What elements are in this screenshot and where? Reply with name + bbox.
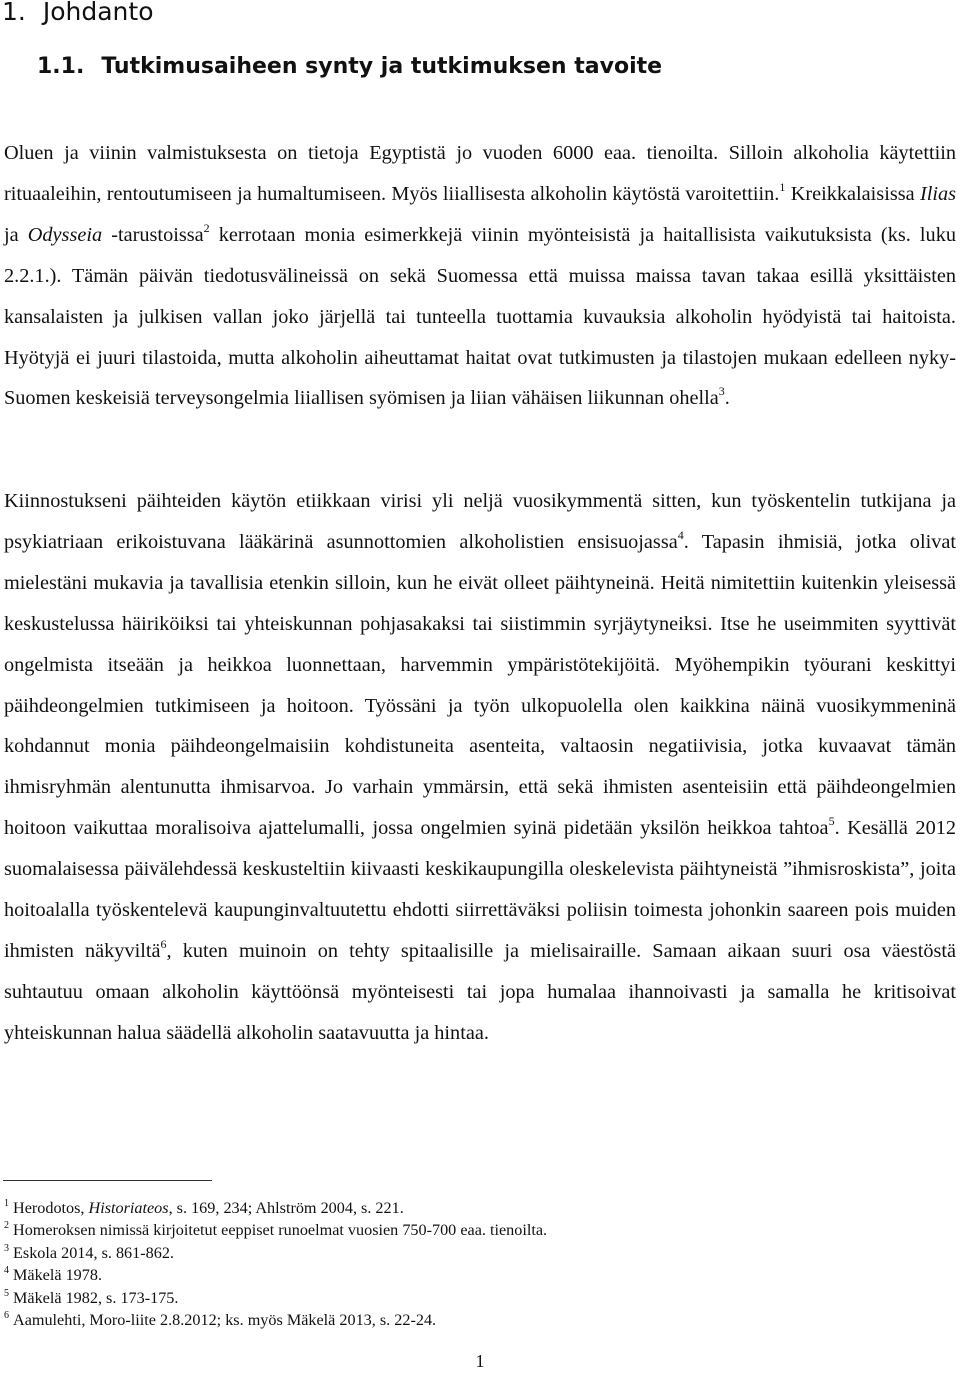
footnote-item	[4, 1309, 944, 1331]
work-title-odysseia: Odysseia	[27, 223, 103, 246]
footnote-item	[4, 1219, 944, 1241]
footnote-text: Herodotos,	[13, 1199, 89, 1217]
section-title: Tutkimusaiheen synty ja tutkimuksen tavoite	[101, 54, 663, 79]
paragraph-text: .	[724, 387, 730, 410]
footnote-text: Eskola 2014, s. 861-862.	[13, 1243, 174, 1262]
chapter-number: 1.	[2, 0, 26, 26]
footnote-work-title: Historiateos	[88, 1199, 169, 1217]
footnote-item	[4, 1242, 944, 1264]
body-paragraph-2	[4, 481, 956, 1054]
footnote-ref-6[interactable]: 6	[160, 936, 167, 951]
paragraph-text: . Kesällä 2012 suomalaisessa päivälehdessä keskusteltiin kiivaasti keskikaupungilla oleskelevista päihtyneistä ”ihmisroskista”, joita hoitoalalla työskentelevä kaupunginvaltuutettu ehdotti siirrettäväksi poliisin toimesta johonkin saareen pois muiden ihmisten näkyviltä	[4, 817, 956, 962]
footnote-separator	[3, 1180, 212, 1181]
chapter-heading	[2, 0, 154, 27]
footnote-number: 2	[4, 1220, 9, 1232]
footnote-number: 6	[4, 1310, 9, 1322]
footnote-text: Homeroksen nimissä kirjoitetut eeppiset runoelmat vuosien 750-700 eaa. tienoilta.	[13, 1221, 548, 1240]
paragraph-text: Oluen ja viinin valmistuksesta on tietoja Egyptistä jo vuoden 6000 eaa. tienoilta. Silloin alkoholia käytettiin rituaaleihin, rentoutumiseen ja humaltumiseen. Myös liiallisesta alkoholin käytöstä varoitettiin.	[4, 142, 956, 205]
paragraph-text: -tarustoissa	[102, 223, 204, 246]
footnote-text: Aamulehti, Moro-liite 2.8.2012; ks. myös Mäkelä 2013, s. 22-24.	[13, 1311, 437, 1330]
footnote-ref-2[interactable]: 2	[203, 220, 210, 235]
footnote-ref-1[interactable]: 1	[779, 179, 786, 194]
body-paragraph-1	[4, 133, 956, 419]
footnote-ref-4[interactable]: 4	[677, 527, 684, 542]
footnote-number: 1	[4, 1198, 9, 1209]
footnote-item	[4, 1264, 944, 1286]
paragraph-text: kerrotaan monia esimerkkejä viinin myönteisistä ja haitallisista vaikutuksista (ks. luku 2.2.1.). Tämän päivän tiedotusvälineissä on sekä Suomessa että muissa maissa tavan takaa esillä yksittäisten kansalaisten ja julkisen vallan joko järjellä tai tunteella tuottamia kuvauksia alkoholin hyödyistä tai haitoista. Hyötyjä ei juuri tilastoida, mutta alkoholin aiheuttamat haitat ovat tutkimusten ja tilastojen mukaan edelleen nyky-Suomen keskeisiä terveysongelmia liiallisen syömisen ja liian vähäisen liikunnan ohella	[4, 223, 956, 410]
footnote-list	[4, 1197, 944, 1331]
chapter-title: Johdanto	[42, 0, 154, 26]
paragraph-text: ja	[4, 223, 28, 246]
footnote-ref-5[interactable]: 5	[828, 814, 835, 829]
paragraph-text: . Tapasin ihmisiä, jotka olivat mielestäni mukavia ja tavallisia etenkin silloin, kun he eivät olleet päihtyneinä. Heitä nimitettiin kuitenkin yleisessä keskustelussa häiriköiksi tai yhteiskunnan pohjasakaksi tai siistimmin syrjäytyneiksi. Itse he useimmiten syyttivät ongelmista itseään ja heikkoa luonnettaan, harvemmin ympäristötekijöitä. Myöhempikin työurani keskittyi päihdeongelmien tutkimiseen ja hoitoon. Työssäni ja työn ulkopuolella olen kaikkina näinä vuosikymmeninä kohdannut monia päihdeongelmaisiin kohdistuneita asenteita, valtaosin negatiivisia, jotka kuvaavat tämän ihmisryhmän alentunutta ihmisarvoa. Jo varhain ymmärsin, että sekä ihmisten asenteisiin että päihdeongelmien hoitoon vaikuttaa moralisoiva ajattelumalli, jossa ongelmien syinä pidetään yksilön heikkoa tahtoa	[4, 530, 956, 840]
paragraph-text: , kuten muinoin on tehty spitaalisille ja mielisairaille. Samaan aikaan suuri osa väestöstä suhtautuu omaan alkoholin käyttöönsä myönteisesti tai jopa humalaa ihannoivasti ja samalla he kritisoivat yhteiskunnan halua säädellä alkoholin saatavuutta ja hintaa.	[4, 939, 956, 1044]
footnote-number: 4	[4, 1265, 9, 1277]
section-heading	[37, 53, 662, 81]
paragraph-text: Kreikkalaisissa	[785, 182, 920, 205]
paragraph-text: Kiinnostukseni päihteiden käytön etiikkaan virisi yli neljä vuosikymmentä sitten, kun työskentelin tutkijana ja psykiatriaan erikoistuvana lääkärinä asunnottomien alkoholistien ensisuojassa	[4, 490, 956, 553]
footnote-number: 5	[4, 1287, 9, 1299]
section-number: 1.1.	[37, 54, 85, 79]
footnote-text: , s. 169, 234; Ahlström 2004, s. 221.	[168, 1199, 404, 1217]
footnote-text: Mäkelä 1978.	[13, 1266, 103, 1285]
footnote-item	[4, 1197, 944, 1219]
footnote-item	[4, 1287, 944, 1309]
footnote-ref-3[interactable]: 3	[718, 384, 725, 399]
work-title-ilias: Ilias	[919, 182, 957, 205]
footnote-text: Mäkelä 1982, s. 173-175.	[13, 1288, 179, 1307]
page-number: 1	[475, 1351, 485, 1371]
footnote-number: 3	[4, 1242, 9, 1254]
